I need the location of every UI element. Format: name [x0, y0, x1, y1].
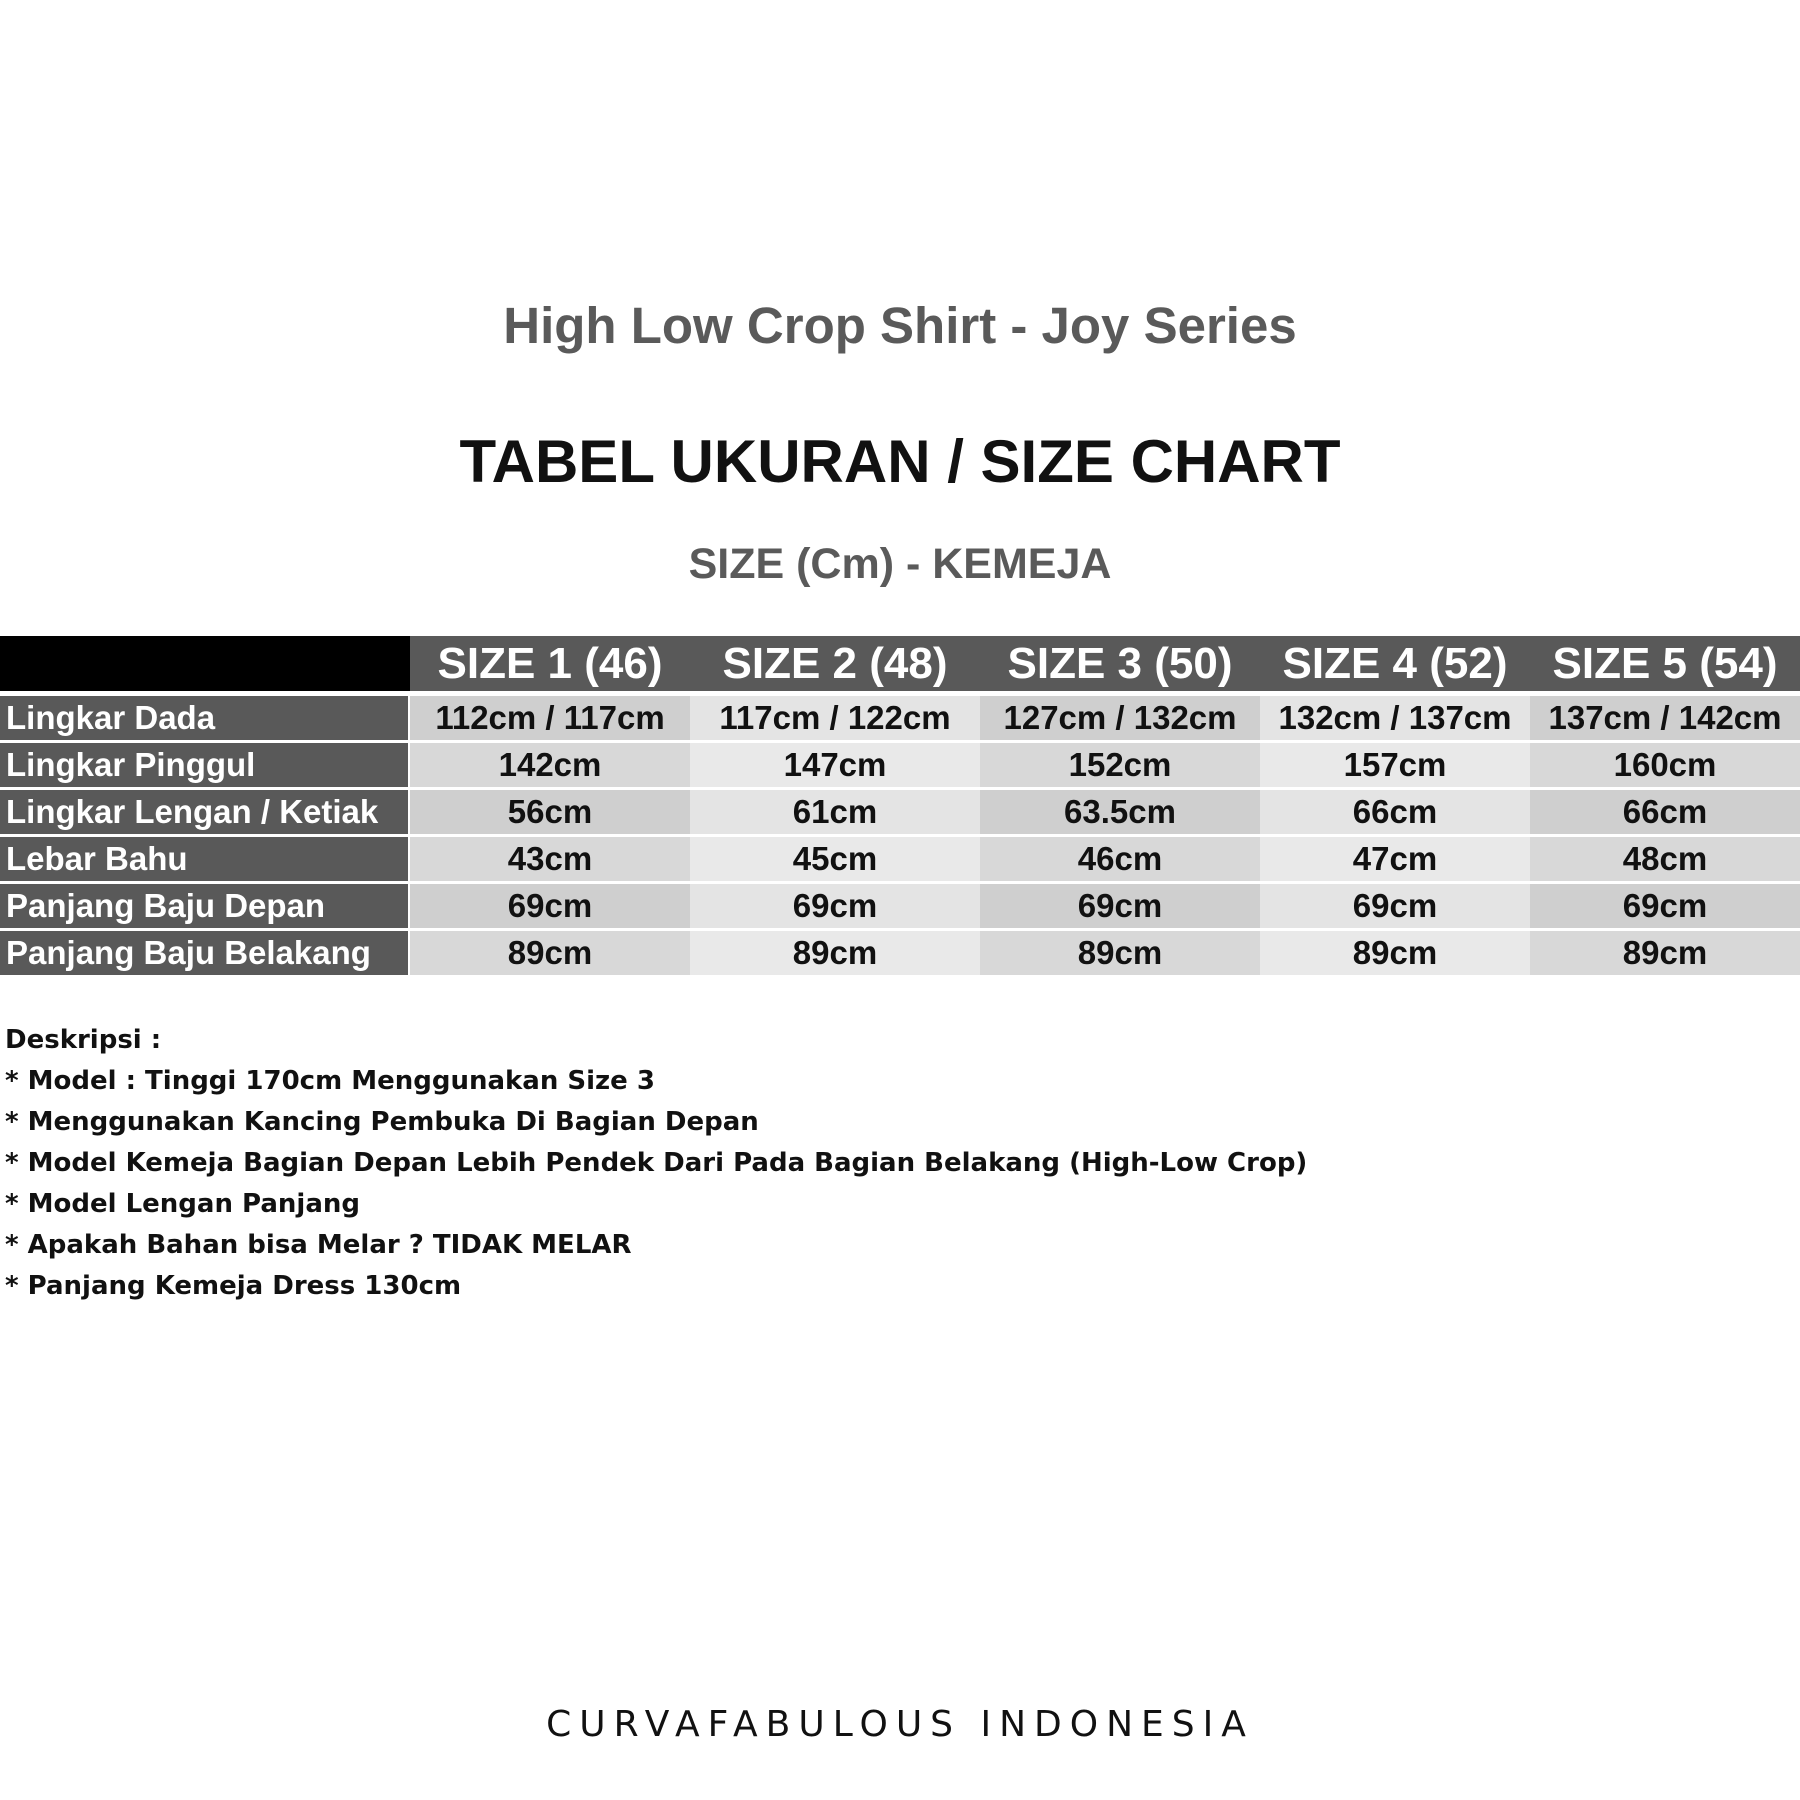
table-cell: 89cm	[980, 931, 1260, 978]
table-row	[0, 884, 1800, 931]
table-cell: 66cm	[1530, 790, 1800, 837]
table-cell: 137cm / 142cm	[1530, 696, 1800, 743]
size-header: SIZE 1 (46)	[410, 636, 690, 696]
table-corner-cell	[0, 636, 410, 696]
table-cell: 152cm	[980, 743, 1260, 790]
table-cell: 112cm / 117cm	[410, 696, 690, 743]
row-label: Panjang Baju Depan	[0, 884, 410, 931]
description-item: * Model Kemeja Bagian Depan Lebih Pendek Dari Pada Bagian Belakang (High-Low Crop)	[5, 1148, 1308, 1178]
table-cell: 46cm	[980, 837, 1260, 884]
row-label: Lingkar Dada	[0, 696, 410, 743]
table-row	[0, 790, 1800, 837]
row-label: Panjang Baju Belakang	[0, 931, 410, 978]
table-cell: 89cm	[1260, 931, 1530, 978]
table-cell: 117cm / 122cm	[690, 696, 980, 743]
row-label: Lingkar Lengan / Ketiak	[0, 790, 410, 837]
table-cell: 147cm	[690, 743, 980, 790]
size-header: SIZE 5 (54)	[1530, 636, 1800, 696]
table-cell: 43cm	[410, 837, 690, 884]
description-item: * Menggunakan Kancing Pembuka Di Bagian Depan	[5, 1107, 759, 1137]
table-cell: 89cm	[410, 931, 690, 978]
table-cell: 61cm	[690, 790, 980, 837]
description-item: * Apakah Bahan bisa Melar ? TIDAK MELAR	[5, 1230, 632, 1260]
size-table	[0, 636, 1800, 978]
size-header: SIZE 3 (50)	[980, 636, 1260, 696]
size-header: SIZE 2 (48)	[690, 636, 980, 696]
table-cell: 45cm	[690, 837, 980, 884]
table-cell: 69cm	[980, 884, 1260, 931]
table-cell: 69cm	[410, 884, 690, 931]
size-header: SIZE 4 (52)	[1260, 636, 1530, 696]
table-cell: 63.5cm	[980, 790, 1260, 837]
table-cell: 157cm	[1260, 743, 1530, 790]
row-label: Lebar Bahu	[0, 837, 410, 884]
table-cell: 56cm	[410, 790, 690, 837]
table-cell: 89cm	[690, 931, 980, 978]
description-item: * Model Lengan Panjang	[5, 1189, 361, 1219]
row-label: Lingkar Pinggul	[0, 743, 410, 790]
size-chart-title: TABEL UKURAN / SIZE CHART	[459, 428, 1341, 495]
table-cell: 48cm	[1530, 837, 1800, 884]
table-cell: 132cm / 137cm	[1260, 696, 1530, 743]
table-cell: 127cm / 132cm	[980, 696, 1260, 743]
table-cell: 142cm	[410, 743, 690, 790]
table-row	[0, 743, 1800, 790]
table-cell: 69cm	[1260, 884, 1530, 931]
table-row	[0, 931, 1800, 978]
table-cell: 160cm	[1530, 743, 1800, 790]
table-cell: 66cm	[1260, 790, 1530, 837]
description-item: * Panjang Kemeja Dress 130cm	[5, 1271, 462, 1301]
table-cell: 69cm	[690, 884, 980, 931]
description-item: * Model : Tinggi 170cm Menggunakan Size 3	[5, 1066, 655, 1096]
table-header-row	[0, 636, 1800, 696]
description-heading: Deskripsi :	[5, 1025, 162, 1055]
size-chart-subtitle: SIZE (Cm) - KEMEJA	[688, 540, 1112, 588]
table-cell: 89cm	[1530, 931, 1800, 978]
table-row	[0, 837, 1800, 884]
product-title: High Low Crop Shirt - Joy Series	[503, 297, 1297, 354]
table-cell: 69cm	[1530, 884, 1800, 931]
description-block	[5, 1020, 1307, 1307]
table-cell: 47cm	[1260, 837, 1530, 884]
brand-footer: CURVAFABULOUS INDONESIA	[546, 1704, 1254, 1745]
table-row	[0, 696, 1800, 743]
